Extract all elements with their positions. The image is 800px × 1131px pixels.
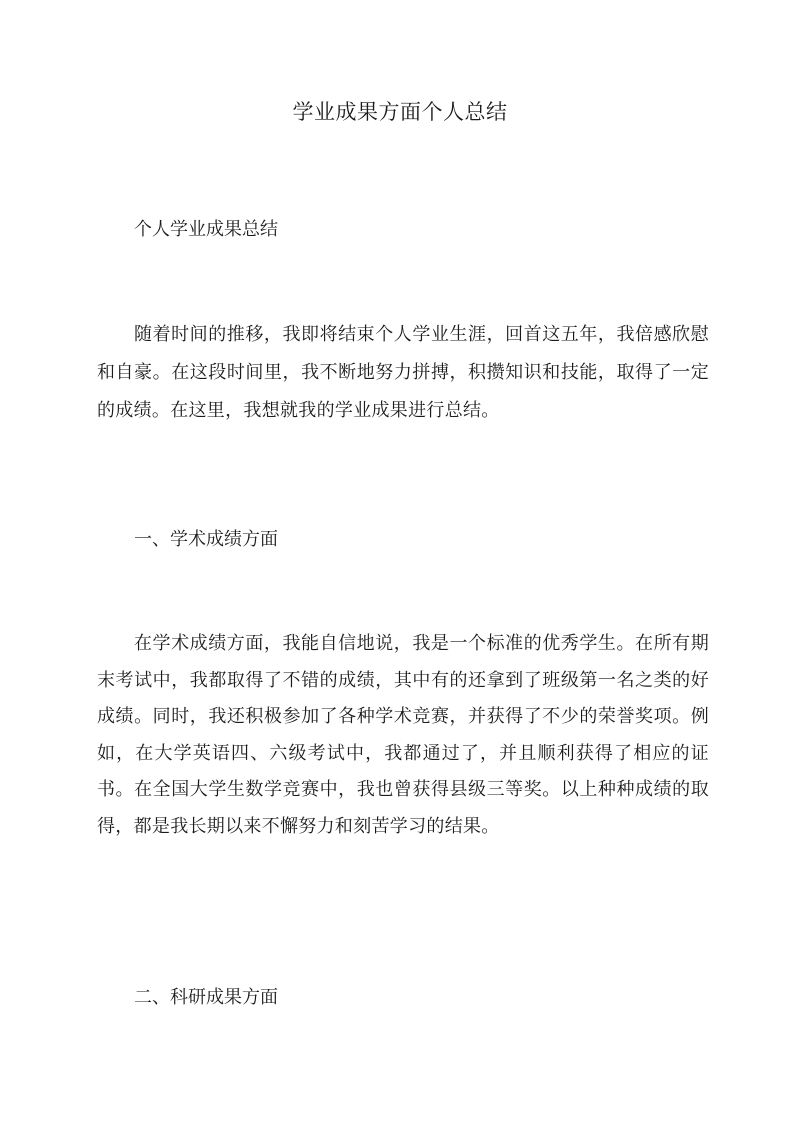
page-title: 学业成果方面个人总结	[292, 100, 508, 124]
subtitle-heading: 个人学业成果总结	[134, 219, 278, 240]
section-heading-research: 二、科研成果方面	[134, 987, 278, 1008]
section-body-academic: 在学术成绩方面，我能自信地说，我是一个标准的优秀学生。在所有期末考试中，我都取得了不错的成绩，其中有的还拿到了班级第一名之类的好成绩。同时，我还积极参加了各种学术竞赛，并获得了不少的荣誉奖项。例如，在大学英语四、六级考试中，我都通过了，并且顺利获得了相应的证书。在全国大学生数学竞赛中，我也曾获得县级三等奖。以上种种成绩的取得，都是我长期以来不懈努力和刻苦学习的结果。	[97, 633, 709, 837]
section-heading-academic: 一、学术成绩方面	[134, 529, 278, 550]
intro-paragraph: 随着时间的推移，我即将结束个人学业生涯，回首这五年，我倍感欣慰和自豪。在这段时间里，我不断地努力拼搏，积攒知识和技能，取得了一定的成绩。在这里，我想就我的学业成果进行总结。	[97, 324, 709, 421]
